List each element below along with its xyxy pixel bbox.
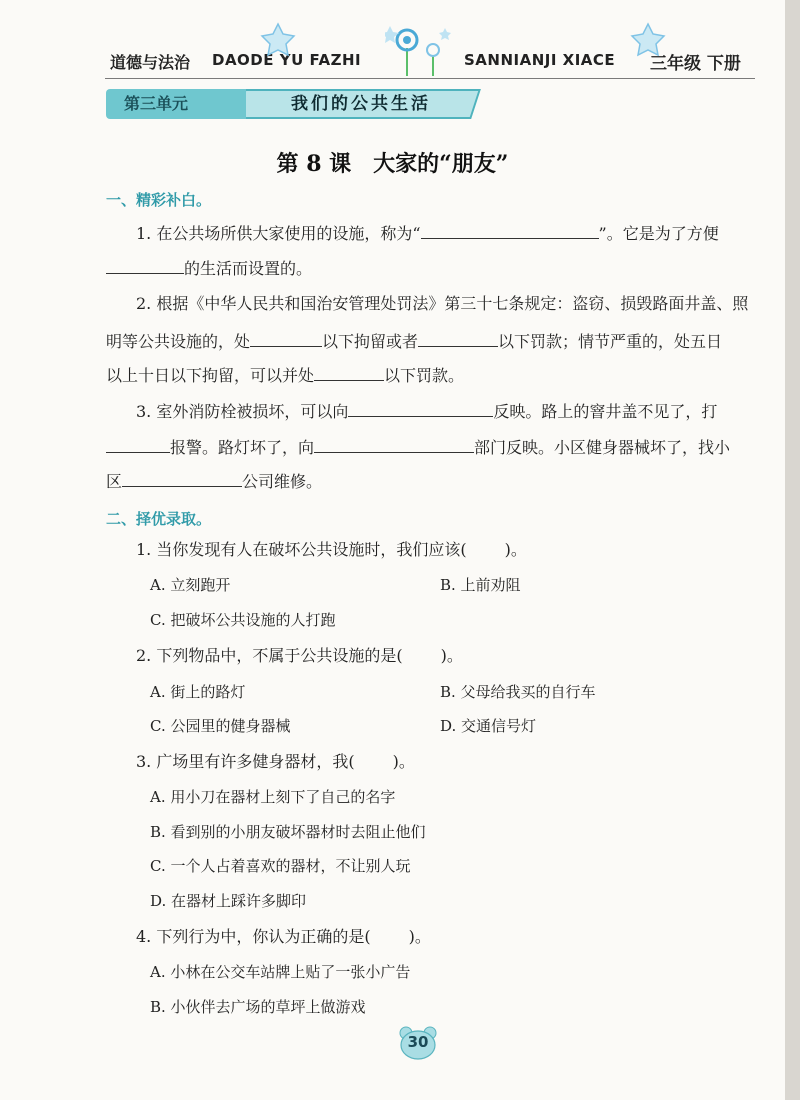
question-line bbox=[106, 364, 464, 386]
question-line bbox=[136, 222, 719, 244]
page-number: 30 bbox=[407, 1033, 429, 1051]
unit-banner bbox=[106, 89, 476, 119]
question-text: )。 bbox=[408, 927, 431, 946]
lesson-title: 第 8 课 大家的“朋友” bbox=[276, 151, 509, 177]
question-line bbox=[136, 927, 431, 947]
question-text: )。 bbox=[504, 540, 527, 559]
answer-blank[interactable] bbox=[106, 257, 184, 274]
question-line bbox=[106, 330, 722, 352]
question-text: 以上十日以下拘留，可以并处 bbox=[106, 366, 315, 385]
question-text: 3. 室外消防栓被损坏，可以向 bbox=[136, 402, 349, 421]
option-d[interactable]: D. 在器材上踩许多脚印 bbox=[150, 892, 307, 910]
option-b[interactable]: B. 小伙伴去广场的草坪上做游戏 bbox=[150, 998, 366, 1016]
header-subject-pinyin: DAODE YU FAZHI bbox=[212, 51, 362, 69]
option-c[interactable]: C. 公园里的健身器械 bbox=[150, 717, 291, 735]
question-text: 以下拘留或者 bbox=[322, 332, 419, 351]
question-text: 3. 广场里有许多健身器材，我( bbox=[136, 752, 355, 771]
question-text: 公司维修。 bbox=[242, 472, 323, 491]
question-line bbox=[106, 436, 730, 458]
answer-blank[interactable] bbox=[106, 436, 170, 453]
question-line bbox=[136, 752, 415, 772]
answer-blank[interactable] bbox=[122, 470, 242, 487]
option-a[interactable]: A. 小林在公交车站牌上贴了一张小广告 bbox=[150, 963, 411, 981]
unit-label: 第三单元 bbox=[106, 89, 246, 119]
option-c[interactable]: C. 把破坏公共设施的人打跑 bbox=[150, 611, 336, 629]
unit-title: 我们的公共生活 bbox=[291, 94, 431, 114]
section-heading-fill-in: 一、精彩补白。 bbox=[106, 191, 212, 209]
star-decoration-icon bbox=[258, 22, 298, 58]
question-text: 2. 根据《中华人民共和国治安管理处罚法》第三十七条规定：盗窃、损毁路面井盖、照 bbox=[136, 294, 749, 313]
question-text: 区 bbox=[106, 472, 123, 491]
answer-blank[interactable] bbox=[418, 330, 498, 347]
question-text: 2. 下列物品中，不属于公共设施的是( bbox=[136, 646, 403, 665]
question-text: 反映。路上的窨井盖不见了，打 bbox=[493, 402, 718, 421]
question-text: )。 bbox=[392, 752, 415, 771]
question-text: ”。它是为了方便 bbox=[598, 224, 719, 243]
answer-blank[interactable] bbox=[250, 330, 322, 347]
section-heading-choice: 二、择优录取。 bbox=[106, 510, 212, 528]
answer-blank[interactable] bbox=[348, 400, 493, 417]
answer-blank[interactable] bbox=[314, 364, 384, 381]
option-a[interactable]: A. 立刻跑开 bbox=[150, 576, 231, 594]
answer-blank[interactable] bbox=[314, 436, 474, 453]
option-a[interactable]: A. 用小刀在器材上刻下了自己的名字 bbox=[150, 788, 396, 806]
option-b[interactable]: B. 父母给我买的自行车 bbox=[440, 683, 596, 701]
option-b[interactable]: B. 上前劝阻 bbox=[440, 576, 521, 594]
header-divider bbox=[105, 78, 755, 79]
question-line bbox=[136, 400, 717, 422]
question-text: 以下罚款。 bbox=[384, 366, 465, 385]
question-text: 以下罚款；情节严重的，处五日 bbox=[498, 332, 723, 351]
page-edge bbox=[785, 0, 800, 1100]
question-line bbox=[136, 294, 748, 314]
option-d[interactable]: D. 交通信号灯 bbox=[440, 717, 537, 735]
option-c[interactable]: C. 一个人占着喜欢的器材，不让别人玩 bbox=[150, 857, 411, 875]
option-b[interactable]: B. 看到别的小朋友破坏器材时去阻止他们 bbox=[150, 823, 426, 841]
question-text: 明等公共设施的，处 bbox=[106, 332, 251, 351]
header-grade-pinyin: SANNIANJI XIACE bbox=[464, 51, 616, 69]
question-text: 部门反映。小区健身器械坏了，找小 bbox=[474, 438, 731, 457]
option-a[interactable]: A. 街上的路灯 bbox=[150, 683, 246, 701]
question-text: 4. 下列行为中，你认为正确的是( bbox=[136, 927, 371, 946]
question-text: )。 bbox=[440, 646, 463, 665]
question-line bbox=[136, 540, 527, 560]
question-line bbox=[106, 257, 312, 279]
header-grade: 三年级 下册 bbox=[650, 54, 741, 74]
question-text: 1. 在公共场所供大家使用的设施，称为“ bbox=[136, 224, 421, 243]
answer-blank[interactable] bbox=[421, 222, 599, 239]
question-text: 的生活而设置的。 bbox=[184, 259, 313, 278]
question-text: 1. 当你发现有人在破坏公共设施时，我们应该( bbox=[136, 540, 467, 559]
question-line bbox=[106, 470, 322, 492]
question-line bbox=[136, 646, 463, 666]
question-text: 报警。路灯坏了，向 bbox=[170, 438, 315, 457]
header-subject: 道德与法治 bbox=[110, 53, 191, 72]
flower-decoration-icon bbox=[385, 18, 460, 76]
